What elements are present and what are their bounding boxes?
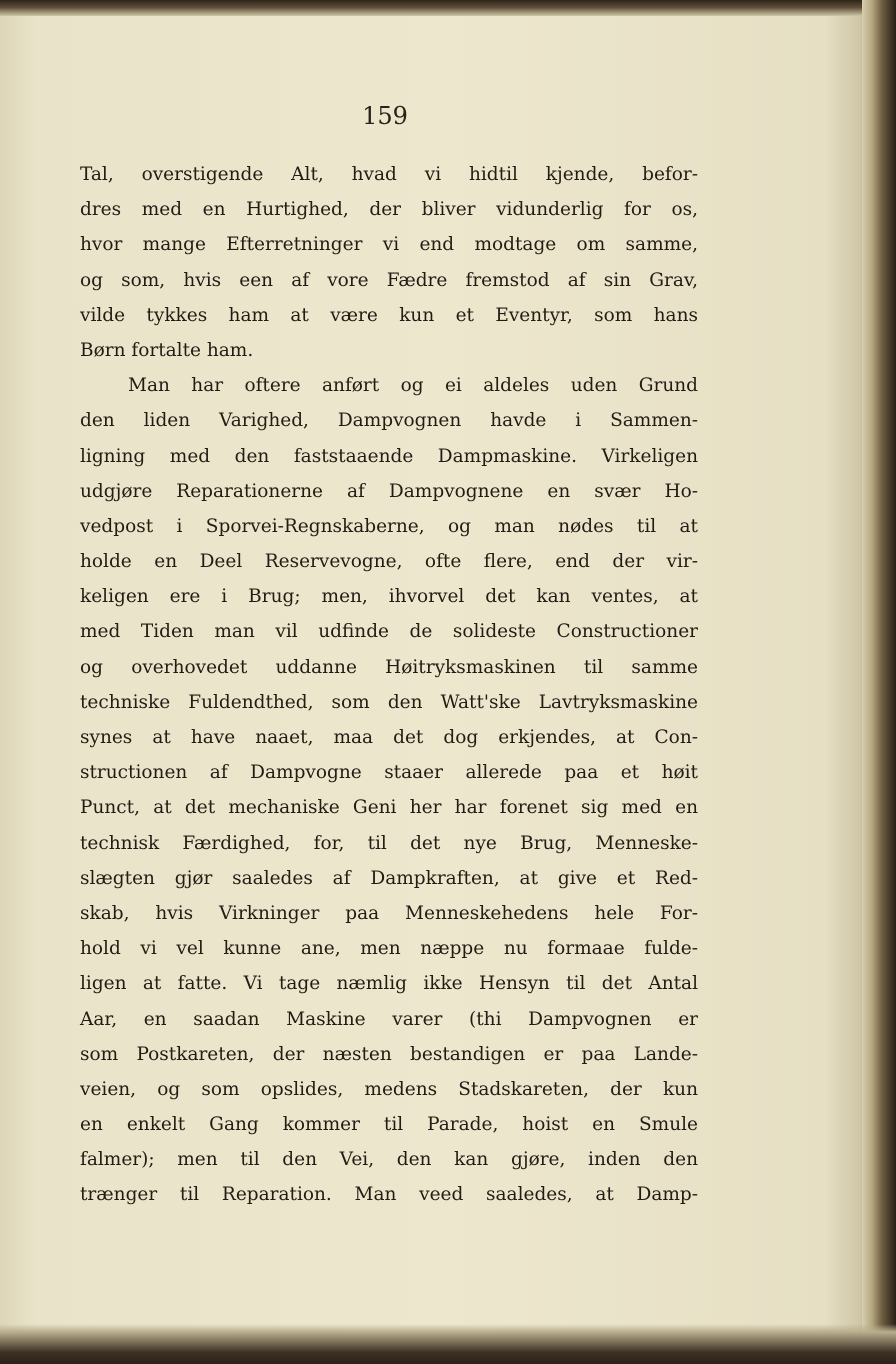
text-line: som Postkareten, der næsten bestandigen er paa Lande- xyxy=(80,1043,698,1065)
text-line: skab, hvis Virkninger paa Menneskehedens hele For- xyxy=(80,902,698,924)
text-line: techniske Fuldendthed, som den Watt'ske Lavtryksmaskine xyxy=(80,691,698,713)
text-line: falmer); men til den Vei, den kan gjøre, inden den xyxy=(80,1149,698,1171)
body-text xyxy=(80,157,698,1213)
text-line: structionen af Dampvogne staaer allerede paa et høit xyxy=(80,762,698,784)
page-bottom-edge xyxy=(0,1324,896,1364)
text-line: hold vi vel kunne ane, men næppe nu formaae fulde- xyxy=(80,938,698,960)
text-line: vilde tykkes ham at være kun et Eventyr, som hans xyxy=(80,304,698,326)
text-line: Punct, at det mechaniske Geni her har forenet sig med en xyxy=(80,797,698,819)
text-line: hvor mange Efterretninger vi end modtage om samme, xyxy=(80,234,698,256)
page-binding-edge xyxy=(862,0,896,1364)
text-line: keligen ere i Brug; men, ihvorvel det kan ventes, at xyxy=(80,586,698,608)
text-line: den liden Varighed, Dampvognen havde i Sammen- xyxy=(80,410,698,432)
text-line: vedpost i Sporvei-Regnskaberne, og man nødes til at xyxy=(80,515,698,537)
text-line: en enkelt Gang kommer til Parade, hoist en Smule xyxy=(80,1114,698,1136)
text-line: ligning med den faststaaende Dampmaskine. Virkeligen xyxy=(80,445,698,467)
text-line: technisk Færdighed, for, til det nye Brug, Menneske- xyxy=(80,832,698,854)
text-line: slægten gjør saaledes af Dampkraften, at give et Red- xyxy=(80,867,698,889)
text-line: Tal, overstigende Alt, hvad vi hidtil kjende, befor- xyxy=(80,164,698,185)
text-line: trænger til Reparation. Man veed saaledes, at Damp- xyxy=(80,1184,698,1206)
text-line: ligen at fatte. Vi tage næmlig ikke Hensyn til det Antal xyxy=(80,973,698,995)
text-line: udgjøre Reparationerne af Dampvognene en svær Ho- xyxy=(80,480,698,502)
paragraph-start-line: Man har oftere anført og ei aldeles uden Grund xyxy=(128,375,698,397)
text-line: veien, og som opslides, medens Stadskareten, der kun xyxy=(80,1078,698,1100)
text-line: og overhovedet uddanne Høitryksmaskinen til samme xyxy=(80,656,698,678)
page-number: 159 xyxy=(362,102,408,130)
text-line: synes at have naaet, maa det dog erkjendes, at Con- xyxy=(80,727,698,748)
text-line: og som, hvis een af vore Fædre fremstod af sin Grav, xyxy=(80,269,698,291)
text-line: med Tiden man vil udfinde de solideste Constructioner xyxy=(80,621,698,643)
text-line: dres med en Hurtighed, der bliver vidunderlig for os, xyxy=(80,199,698,221)
text-line: Børn fortalte ham. xyxy=(80,339,254,361)
text-line: Aar, en saadan Maskine varer (thi Dampvognen er xyxy=(80,1008,698,1030)
page-top-edge xyxy=(0,0,896,16)
text-line: holde en Deel Reservevogne, ofte flere, end der vir- xyxy=(80,551,698,573)
